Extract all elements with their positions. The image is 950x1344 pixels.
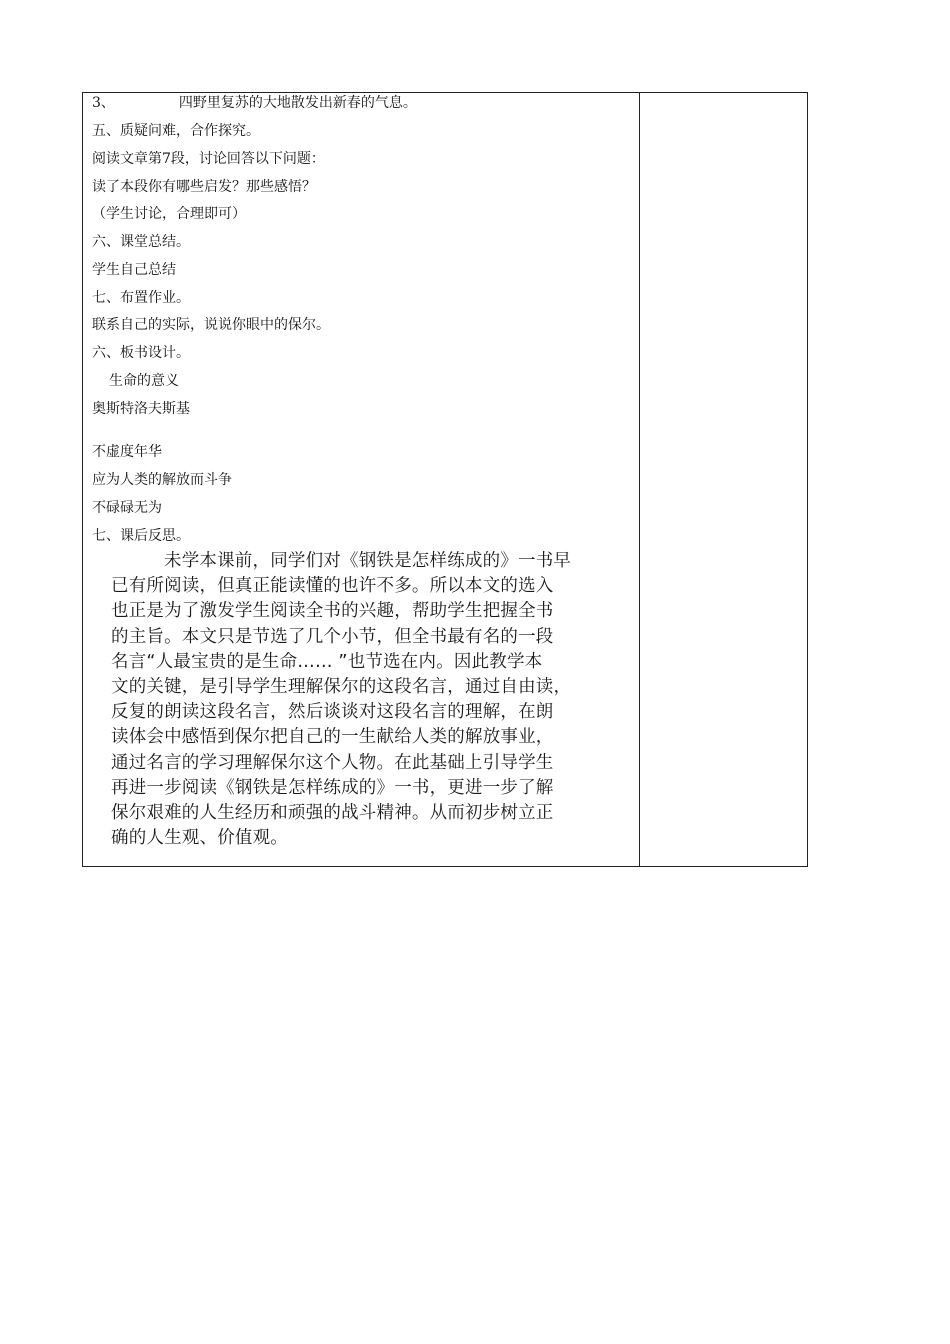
notes-cell [640,93,808,866]
section-seven-reflection-heading: 七、课后反思。 [92,528,190,544]
section-six-board-heading: 六、板书设计。 [92,345,190,361]
paragraph-7-prompt: 阅读文章第7段，讨论回答以下问题： [92,151,325,167]
item-3-text: 四野里复苏的大地散发出新春的气息。 [178,95,417,111]
board-author: 奥斯特洛夫斯基 [92,401,190,417]
reflection-line: 也正是为了激发学生阅读全书的兴趣，帮助学生把握全书 [111,601,554,622]
discussion-note: （学生讨论，合理即可） [92,206,246,222]
reflection-line: 保尔艰难的人生经历和顽强的战斗精神。从而初步树立正 [111,803,554,824]
reflection-line: 确的人生观、价值观。 [111,828,288,849]
reflection-line: 已有所阅读，但真正能读懂的也许不多。所以本文的选入 [111,576,554,597]
reflection-line: 未学本课前，同学们对《钢铁是怎样练成的》一书早 [164,551,572,571]
summary-text: 学生自己总结 [92,262,176,278]
reflection-line: 再进一步阅读《钢铁是怎样练成的》一书，更进一步了解 [111,777,554,798]
discussion-question: 读了本段你有哪些启发？那些感悟？ [92,179,316,195]
reflection-line: 反复的朗读这段名言，然后谈谈对这段名言的理解，在朗 [111,702,554,723]
lesson-table [82,92,808,867]
section-five-heading: 五、质疑问难，合作探究。 [92,123,260,139]
section-seven-homework-heading: 七、布置作业。 [92,290,190,306]
board-point-3: 不碌碌无为 [92,500,162,516]
item-3 [92,94,417,112]
reflection-line: 的主旨。本文只是节选了几个小节，但全书最有名的一段 [111,626,554,647]
item-3-number: 3、 [92,95,115,111]
reflection-paragraph [92,549,622,851]
reflection-line: 名言“人最宝贵的是生命…… ”也节选在内。因此教学本 [111,651,543,672]
homework-text: 联系自己的实际，说说你眼中的保尔。 [92,317,330,333]
reflection-line: 读体会中感悟到保尔把自己的一生献给人类的解放事业， [111,727,554,748]
reflection-line: 文的关键，是引导学生理解保尔的这段名言，通过自由读， [111,677,572,698]
reflection-line: 通过名言的学习理解保尔这个人物。在此基础上引导学生 [111,752,554,773]
section-six-summary-heading: 六、课堂总结。 [92,234,190,250]
board-point-2: 应为人类的解放而斗争 [92,472,232,488]
board-title: 生命的意义 [109,373,179,389]
board-point-1: 不虚度年华 [92,444,162,460]
